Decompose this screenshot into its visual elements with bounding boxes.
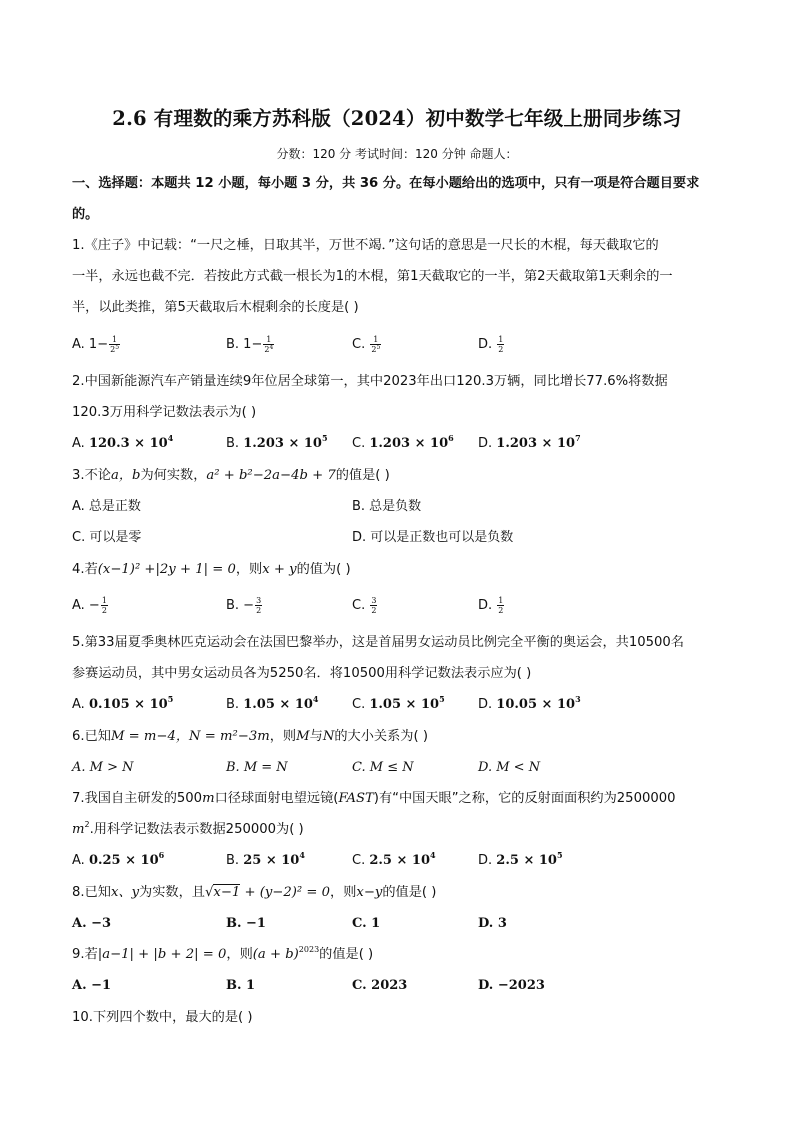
question-9-option-d[interactable]: D. −2023 — [478, 978, 545, 993]
question-1-line1: 1.《庄子》中记载：“一尺之棰，日取其半，万世不竭．”这句话的意思是一尺长的木棍，每天截取它的 — [72, 238, 659, 253]
question-5-option-b[interactable]: B. $1.05 \times 10^4$ — [226, 694, 319, 712]
question-9-stem: 9.若|a−1| + |b + 2| = 0，则$(a + b)^{2023}$的值是( ) — [72, 945, 374, 962]
question-2-option-c[interactable]: C. $1.203 \times 10^6$ — [352, 433, 454, 451]
question-3-option-c[interactable]: C. 可以是零 — [72, 530, 142, 545]
fraction: $\frac{1}{2^5}$ — [110, 335, 120, 354]
fraction: $\frac{1}{2}$ — [498, 335, 504, 354]
page-title: 2.6 有理数的乘方苏科版（2024）初中数学七年级上册同步练习 — [112, 107, 682, 130]
question-6-stem: 6.已知M = m−4，N = m²−3m，则M与N的大小关系为( ) — [72, 729, 428, 744]
question-2-line2: 120.3万用科学记数法表示为( ) — [72, 405, 257, 420]
question-4-option-c[interactable]: C. $\frac{3}{2}$ — [352, 596, 377, 615]
square-root: √x−1 — [204, 885, 241, 900]
question-1-line3: 半，以此类推，第5天截取后木棍剩余的长度是( ) — [72, 300, 359, 315]
question-8-option-b[interactable]: B. −1 — [226, 916, 266, 931]
question-6-option-b[interactable]: B. M = N — [226, 760, 288, 775]
section-instructions-line2: 的。 — [72, 207, 99, 222]
question-1-line2: 一半，永远也截不完．若按此方式截一根长为1的木棍，第1天截取它的一半，第2天截取第1天剩余的一 — [72, 269, 673, 284]
question-1-option-c[interactable]: C. $\frac{1}{2^5}$ — [352, 335, 381, 354]
question-2-option-a[interactable]: A. $120.3 \times 10^4$ — [72, 433, 174, 451]
question-6-option-a[interactable]: A. M > N — [72, 760, 134, 775]
fraction: $\frac{3}{2}$ — [256, 596, 262, 615]
question-7-option-d[interactable]: D. $2.5 \times 10^5$ — [478, 850, 563, 868]
question-2-option-d[interactable]: D. $1.203 \times 10^7$ — [478, 433, 581, 451]
question-1-option-b[interactable]: B. 1− $\frac{1}{2^4}$ — [226, 335, 274, 354]
question-5-option-d[interactable]: D. $10.05 \times 10^3$ — [478, 694, 581, 712]
question-7-line2: $m^2$.用科学记数法表示数据250000为( ) — [72, 820, 304, 837]
question-3-option-a[interactable]: A. 总是正数 — [72, 499, 141, 514]
question-2-line1: 2.中国新能源汽车产销量连续9年位居全球第一，其中2023年出口120.3万辆，同比增长77.6%将数据 — [72, 374, 668, 389]
fraction: $\frac{3}{2}$ — [371, 596, 377, 615]
question-8-option-d[interactable]: D. 3 — [478, 916, 507, 931]
question-4-stem: 4.若(x−1)² +|2y + 1| = 0，则x + y的值为( ) — [72, 562, 351, 577]
question-5-option-a[interactable]: A. $0.105 \times 10^5$ — [72, 694, 174, 712]
question-3-option-b[interactable]: B. 总是负数 — [352, 499, 422, 514]
question-1-option-d[interactable]: D. $\frac{1}{2}$ — [478, 335, 504, 354]
question-9-option-b[interactable]: B. 1 — [226, 978, 256, 993]
question-9-option-a[interactable]: A. −1 — [72, 978, 112, 993]
question-6-option-c[interactable]: C. M ≤ N — [352, 760, 414, 775]
question-8-stem: 8.已知x、y为实数，且√x−1 + (y−2)² = 0，则x−y的值是( ) — [72, 885, 437, 900]
question-5-option-c[interactable]: C. $1.05 \times 10^5$ — [352, 694, 445, 712]
section-instructions-line1: 一、选择题：本题共 12 小题，每小题 3 分，共 36 分。在每小题给出的选项中，只有一项是符合题目要求 — [72, 176, 700, 191]
question-7-option-b[interactable]: B. $25 \times 10^4$ — [226, 850, 305, 868]
fraction: $\frac{1}{2}$ — [498, 596, 504, 615]
question-2-option-b[interactable]: B. $1.203 \times 10^5$ — [226, 433, 328, 451]
fraction: $\frac{1}{2^5}$ — [371, 335, 381, 354]
question-5-line1: 5.第33届夏季奥林匹克运动会在法国巴黎举办，这是首届男女运动员比例完全平衡的奥运会，共10500名 — [72, 635, 684, 650]
fraction: $\frac{1}{2}$ — [101, 596, 107, 615]
question-7-line1: 7.我国自主研发的500m口径球面射电望远镜(FAST)有“中国天眼”之称，它的反射面面积约为2500000 — [72, 791, 676, 806]
question-7-option-c[interactable]: C. $2.5 \times 10^4$ — [352, 850, 436, 868]
question-1-option-a[interactable]: A. 1− $\frac{1}{2^5}$ — [72, 335, 120, 354]
question-6-option-d[interactable]: D. M < N — [478, 760, 541, 775]
question-7-option-a[interactable]: A. $0.25 \times 10^6$ — [72, 850, 165, 868]
question-4-option-d[interactable]: D. $\frac{1}{2}$ — [478, 596, 504, 615]
question-3-option-d[interactable]: D. 可以是正数也可以是负数 — [352, 530, 514, 545]
question-5-line2: 参赛运动员，其中男女运动员各为5250名．将10500用科学记数法表示应为( ) — [72, 666, 532, 681]
question-3-stem: 3.不论a，b为何实数，a² + b²−2a−4b + 7的值是( ) — [72, 468, 390, 483]
question-10-stem: 10.下列四个数中，最大的是( ) — [72, 1010, 253, 1025]
question-4-option-a[interactable]: A. − $\frac{1}{2}$ — [72, 596, 107, 615]
question-9-option-c[interactable]: C. 2023 — [352, 978, 408, 993]
fraction: $\frac{1}{2^4}$ — [264, 335, 274, 354]
question-8-option-a[interactable]: A. −3 — [72, 916, 112, 931]
question-4-option-b[interactable]: B. − $\frac{3}{2}$ — [226, 596, 262, 615]
exam-info: 分数：120 分 考试时间：120 分钟 命题人： — [276, 147, 518, 161]
question-8-option-c[interactable]: C. 1 — [352, 916, 381, 931]
